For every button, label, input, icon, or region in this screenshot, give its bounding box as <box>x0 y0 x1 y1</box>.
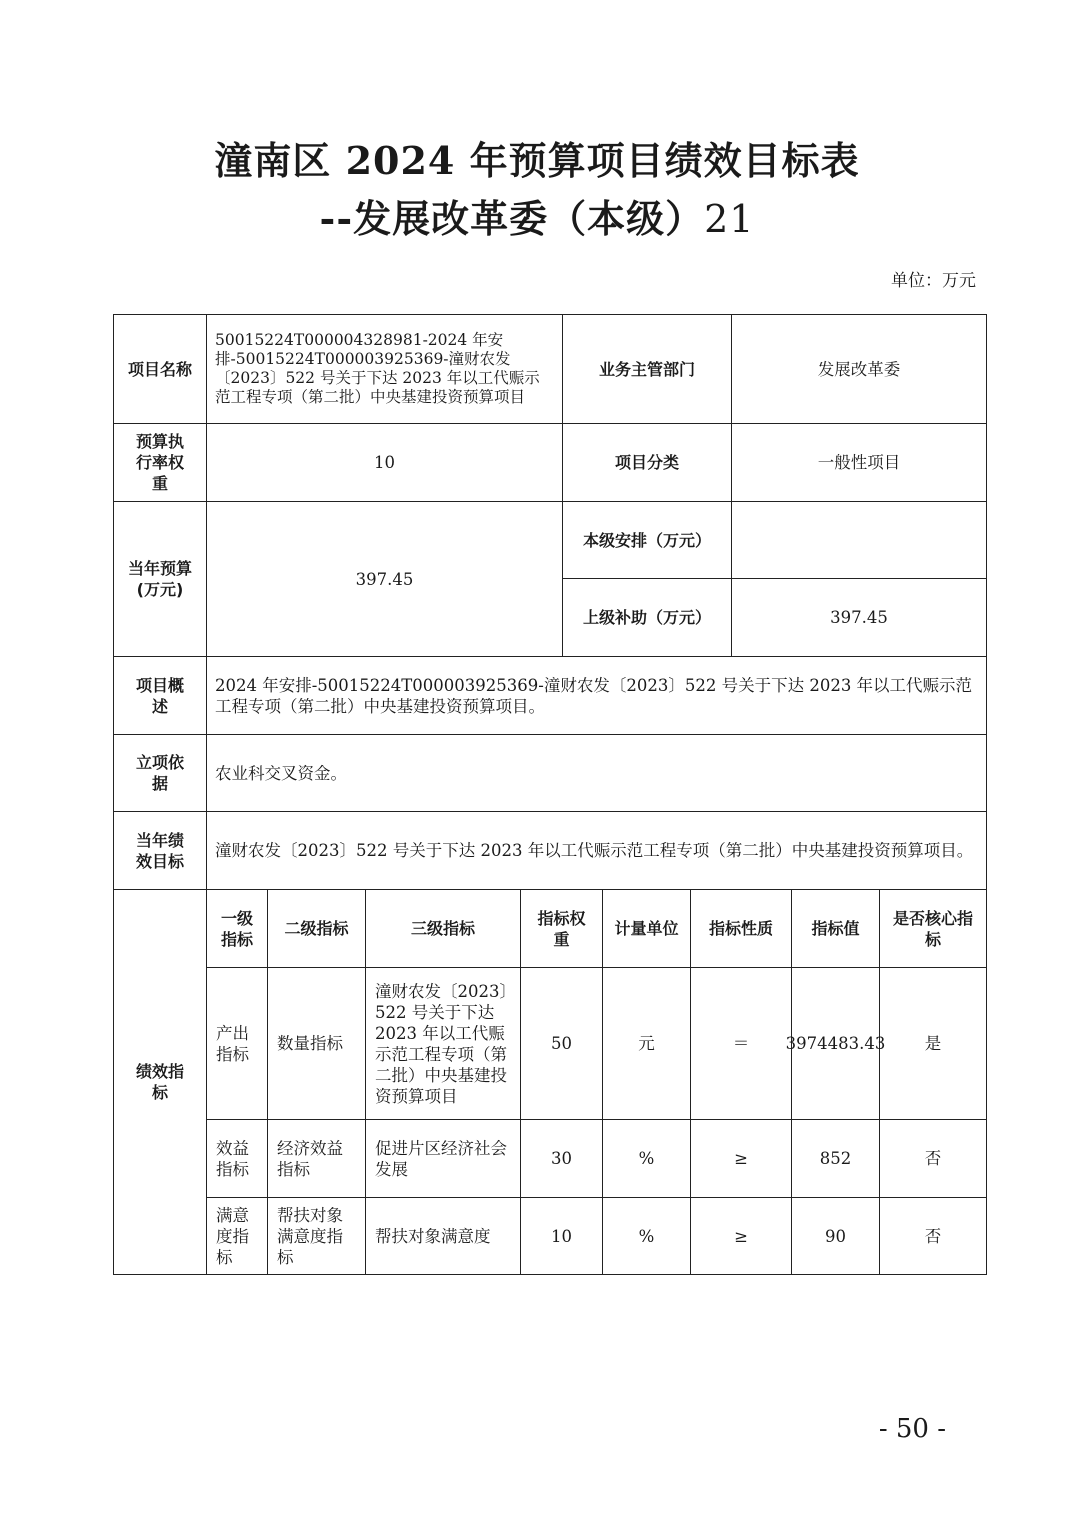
indicators-label: 绩效指标 <box>114 890 207 1275</box>
cell-level2: 数量指标 <box>268 968 366 1120</box>
cell-weight: 10 <box>521 1198 603 1275</box>
subtitle-text: --发展改革委（本级） <box>319 196 705 241</box>
superior-value: 397.45 <box>732 579 987 657</box>
overview-value: 2024 年安排-50015224T000003925369-潼财农发〔2023〕522 号关于下达 2023 年以工代赈示范工程专项（第二批）中央基建投资预算项目。 <box>207 657 987 735</box>
page-number: - 50 - <box>878 1414 946 1444</box>
cell-weight: 50 <box>521 968 603 1120</box>
goal-value: 潼财农发〔2023〕522 号关于下达 2023 年以工代赈示范工程专项（第二批）中央基建投资预算项目。 <box>207 812 987 890</box>
cell-unit: % <box>603 1120 691 1198</box>
subtitle-number: 21 <box>704 197 755 241</box>
performance-table <box>113 314 987 1275</box>
category-value: 一般性项目 <box>732 424 987 502</box>
cell-level1: 效益指标 <box>207 1120 268 1198</box>
budget-value: 397.45 <box>207 502 563 657</box>
exec-weight-value: 10 <box>207 424 563 502</box>
page-subtitle <box>0 188 1074 243</box>
cell-level3: 促进片区经济社会发展 <box>366 1120 521 1198</box>
cell-unit: % <box>603 1198 691 1275</box>
header-level1: 一级指标 <box>207 890 268 968</box>
header-weight: 指标权重 <box>521 890 603 968</box>
cell-level3: 帮扶对象满意度 <box>366 1198 521 1275</box>
overview-label: 项目概述 <box>114 657 207 735</box>
basis-label: 立项依据 <box>114 735 207 812</box>
cell-level3: 潼财农发〔2023〕522 号关于下达 2023 年以工代赈示范工程专项（第二批）中央基建投资预算项目 <box>366 968 521 1120</box>
dept-value: 发展改革委 <box>732 315 987 424</box>
header-level2: 二级指标 <box>268 890 366 968</box>
header-level3: 三级指标 <box>366 890 521 968</box>
budget-label: 当年预算(万元) <box>114 502 207 657</box>
cell-nature: ≥ <box>691 1198 792 1275</box>
cell-weight: 30 <box>521 1120 603 1198</box>
local-value <box>732 502 987 579</box>
cell-value: 3974483.43 <box>792 968 880 1120</box>
page-title: 潼南区 2024 年预算项目绩效目标表 <box>214 138 860 183</box>
header-nature: 指标性质 <box>691 890 792 968</box>
cell-nature: ＝ <box>691 968 792 1120</box>
cell-level1: 产出指标 <box>207 968 268 1120</box>
goal-label: 当年绩效目标 <box>114 812 207 890</box>
project-name: 50015224T000004328981-2024 年安排-50015224T000003925369-潼财农发〔2023〕522 号关于下达 2023 年以工代赈示范工程专项（第二批）中央基建投资预算项目 <box>207 315 563 424</box>
cell-nature: ≥ <box>691 1120 792 1198</box>
project-name-label: 项目名称 <box>114 315 207 424</box>
local-label: 本级安排（万元） <box>563 502 732 579</box>
basis-value: 农业科交叉资金。 <box>207 735 987 812</box>
cell-level2: 帮扶对象满意度指标 <box>268 1198 366 1275</box>
cell-core: 否 <box>880 1120 987 1198</box>
cell-level2: 经济效益指标 <box>268 1120 366 1198</box>
category-label: 项目分类 <box>563 424 732 502</box>
cell-unit: 元 <box>603 968 691 1120</box>
header-core: 是否核心指标 <box>880 890 987 968</box>
cell-value: 90 <box>792 1198 880 1275</box>
header-unit: 计量单位 <box>603 890 691 968</box>
cell-core: 是 <box>880 968 987 1120</box>
header-value: 指标值 <box>792 890 880 968</box>
dept-label: 业务主管部门 <box>563 315 732 424</box>
cell-level1: 满意度指标 <box>207 1198 268 1275</box>
unit-label: 单位：万元 <box>891 271 976 291</box>
cell-value: 852 <box>792 1120 880 1198</box>
cell-core: 否 <box>880 1198 987 1275</box>
superior-label: 上级补助（万元） <box>563 579 732 657</box>
exec-weight-label: 预算执行率权重 <box>114 424 207 502</box>
